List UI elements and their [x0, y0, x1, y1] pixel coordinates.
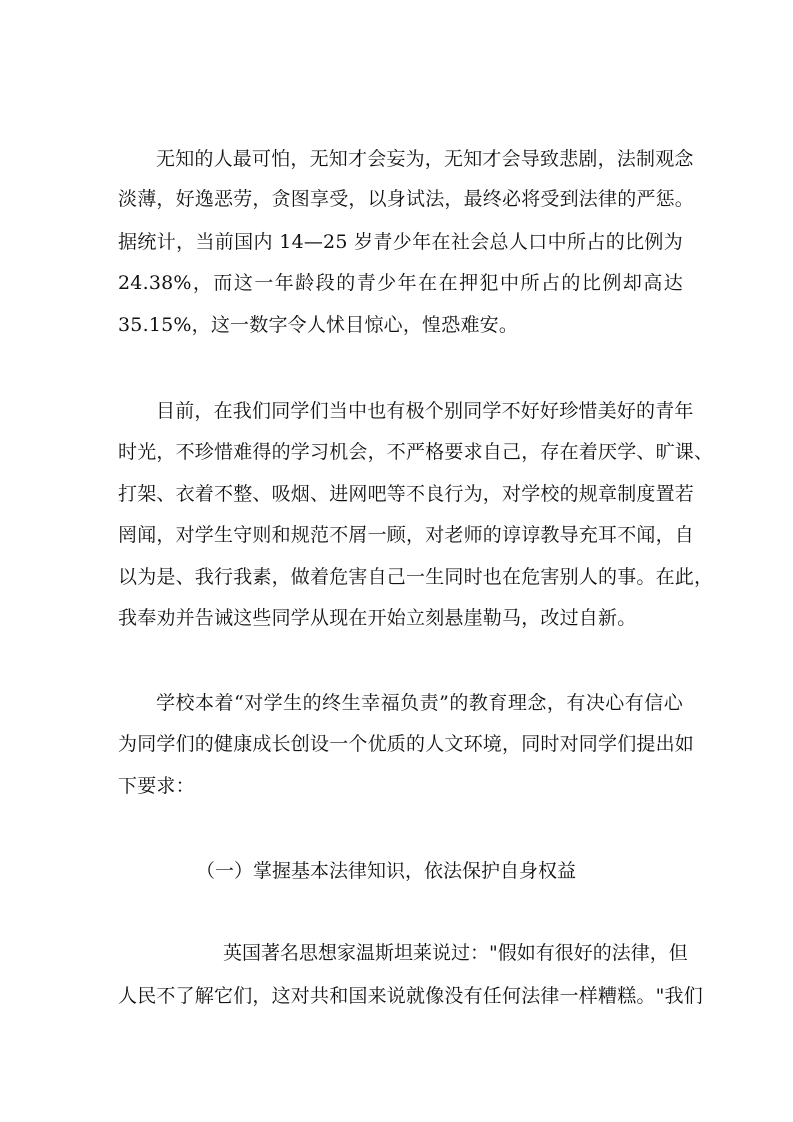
paragraph-2-line-2: 时光，不珍惜难得的学习机会，不严格要求自己，存在着厌学、旷课、 — [118, 441, 714, 463]
quote-paragraph-line-2: 人民不了解它们，这对共和国来说就像没有任何法律一样糟糕。"我们 — [118, 985, 703, 1007]
paragraph-3-line-2: 为同学们的健康成长创设一个优质的人文环境，同时对同学们提出如 — [118, 733, 695, 755]
paragraph-2-line-4: 罔闻，对学生守则和规范不屑一顾，对老师的谆谆教导充耳不闻，自 — [118, 524, 695, 546]
paragraph-2-line-6: 我奉劝并告诫这些同学从现在开始立刻悬崖勒马，改过自新。 — [118, 607, 637, 629]
paragraph-1-line-3: 据统计，当前国内 14—25 岁青少年在社会总人口中所占的比例为 — [118, 231, 683, 253]
paragraph-1-line-4: 24.38%，而这一年龄段的青少年在在押犯中所占的比例却高达 — [118, 272, 683, 294]
section-heading: （一）掌握基本法律知识，依法保护自身权益 — [196, 860, 577, 882]
paragraph-3-line-1: 学校本着“对学生的终生幸福负责”的教育理念，有决心有信心 — [156, 692, 683, 714]
paragraph-2-line-5: 以为是、我行我素，做着危害自己一生同时也在危害别人的事。在此， — [118, 566, 714, 588]
paragraph-1-line-5: 35.15%，这一数字令人怵目惊心，惶恐难安。 — [118, 314, 519, 336]
paragraph-2-line-1: 目前，在我们同学们当中也有极个别同学不好好珍惜美好的青年 — [156, 400, 694, 422]
quote-paragraph-line-1: 英国著名思想家温斯坦莱说过："假如有很好的法律，但 — [223, 942, 688, 964]
paragraph-1-line-1: 无知的人最可怕，无知才会妄为，无知才会导致悲剧，法制观念 — [156, 148, 694, 170]
paragraph-2-line-3: 打架、衣着不整、吸烟、进网吧等不良行为，对学校的规章制度置若 — [118, 483, 695, 505]
paragraph-3-line-3: 下要求： — [118, 775, 195, 797]
paragraph-1-line-2: 淡薄，好逸恶劳，贪图享受，以身试法，最终必将受到法律的严惩。 — [118, 188, 695, 210]
